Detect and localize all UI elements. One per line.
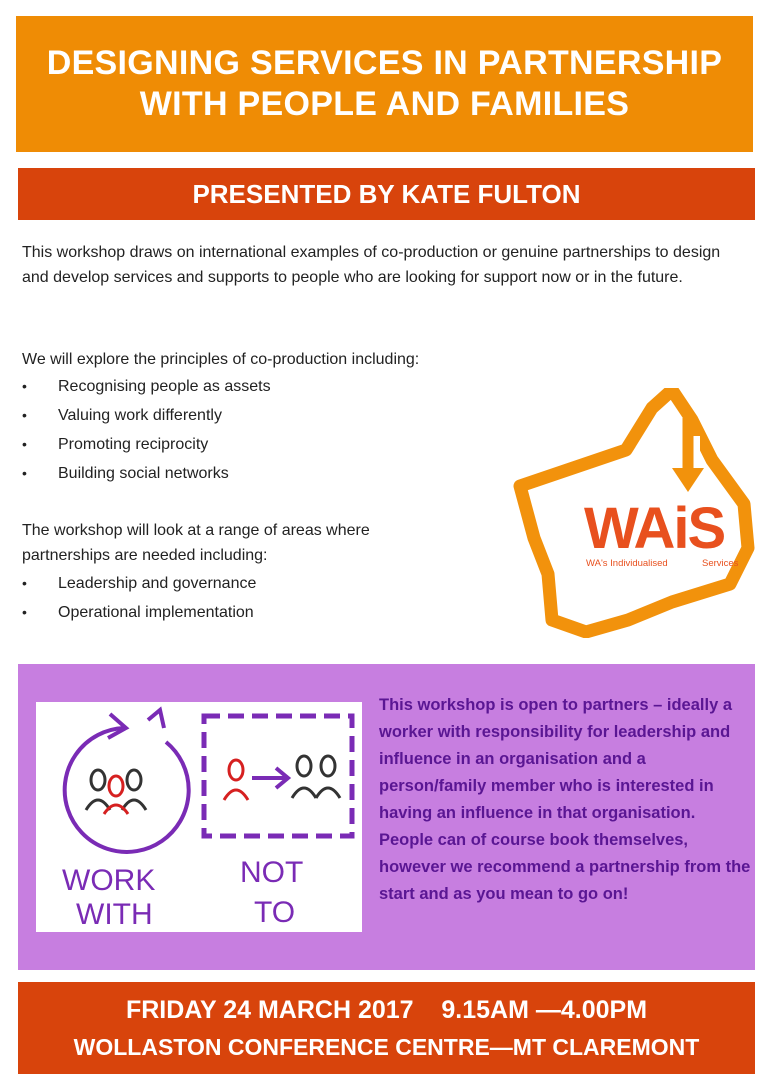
list-item: • Recognising people as assets (22, 372, 271, 401)
principles-lead: We will explore the principles of co-production including: (22, 351, 420, 368)
event-date-time (18, 994, 755, 1026)
areas-list (22, 569, 256, 627)
event-venue: WOLLASTON CONFERENCE CENTRE—MT CLAREMONT (73, 1034, 700, 1060)
event-banner (18, 982, 755, 1074)
list-item: • Valuing work differently (22, 401, 271, 430)
title-line-2: WITH PEOPLE AND FAMILIES (139, 85, 630, 123)
title-banner (16, 16, 753, 152)
event-date: FRIDAY 24 MARCH 2017 (125, 996, 414, 1024)
arrow-right-icon (252, 768, 288, 788)
list-item: • Operational implementation (22, 598, 256, 627)
list-item: • Building social networks (22, 459, 271, 488)
partners-panel (18, 664, 755, 970)
logo-tagline-right: Services (702, 558, 739, 569)
partners-text: This workshop is open to partners – ideally a worker with responsibility for leadership and influence in an organisation and a person/family member who is interested in having an influence in that organisation. People can of course book themselves, however we recommend a partnership from the start and as you mean to go on! (379, 696, 751, 903)
work-with-not-to-illustration (36, 702, 362, 932)
title-line-1: DESIGNING SERVICES IN PARTNERSHIP (46, 44, 723, 82)
logo-tagline-left: WA's Individualised (586, 558, 668, 569)
arrow-icon (148, 710, 164, 728)
presenter-banner: PRESENTED BY KATE FULTON (18, 168, 755, 220)
arrow-icon (108, 714, 126, 738)
principles-list (22, 372, 271, 488)
event-time: 9.15AM —4.00PM (441, 996, 648, 1024)
logo-wordmark: WAiS (584, 496, 725, 561)
intro-paragraph: This workshop draws on international examples of co-production or genuine partnerships to design and develop services and supports to people who are looking for support now or in the future. (22, 244, 721, 286)
illustration-word-work: WORK (62, 864, 156, 897)
list-item: • Promoting reciprocity (22, 430, 271, 459)
illustration-word-to: TO (254, 896, 296, 929)
areas-lead: The workshop will look at a range of areas where partnerships are needed including: (22, 522, 370, 564)
list-item: • Leadership and governance (22, 569, 256, 598)
illustration-word-with: WITH (76, 898, 153, 931)
illustration-word-not: NOT (240, 856, 304, 889)
wais-logo (512, 388, 756, 638)
